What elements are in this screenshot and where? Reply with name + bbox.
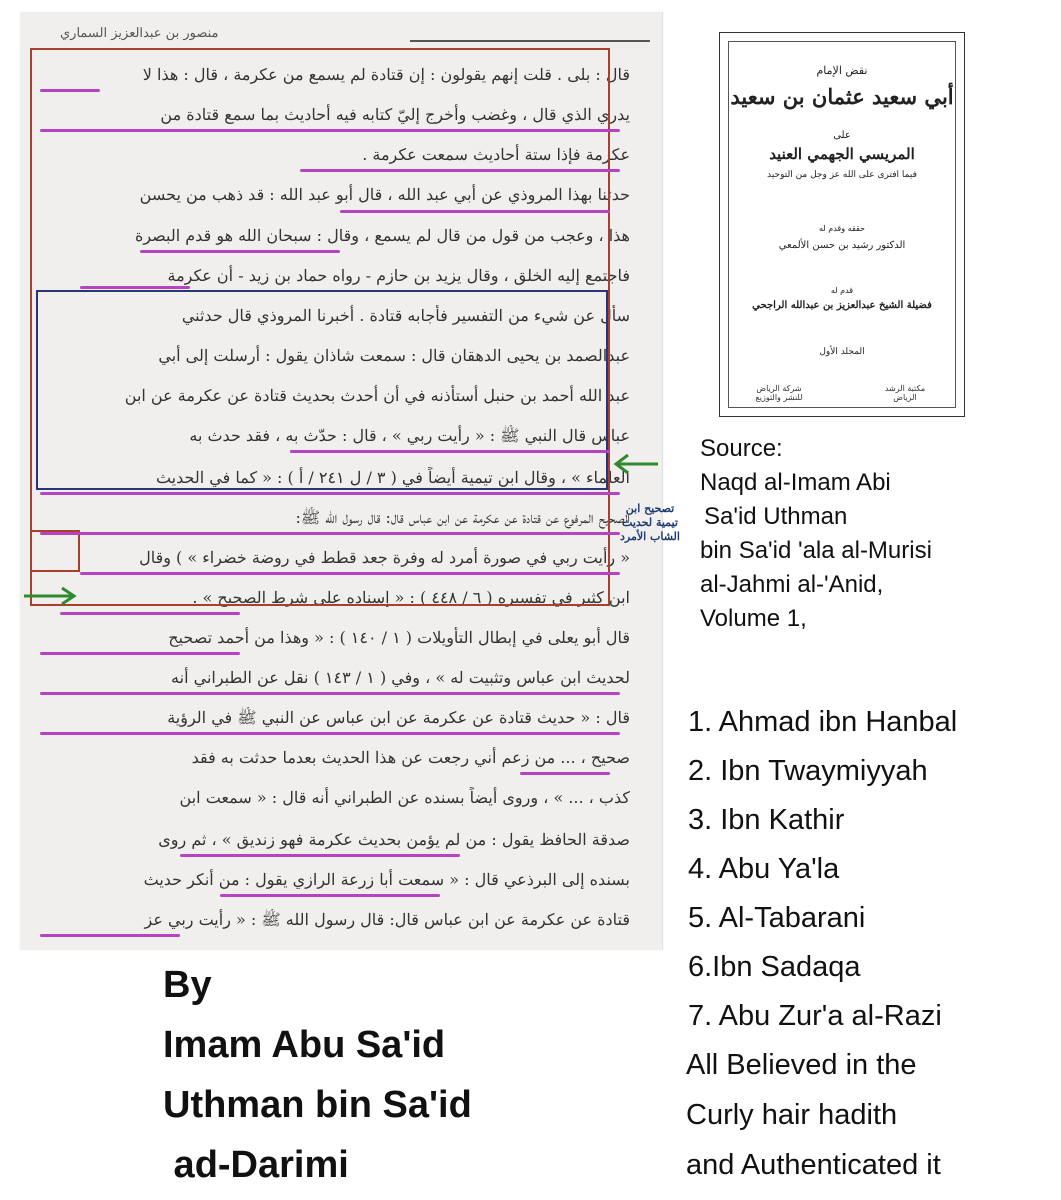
list-item: 3. Ibn Kathir: [688, 804, 845, 836]
underline: [140, 250, 340, 253]
page-header: منصور بن عبدالعزيز السماري: [60, 26, 219, 41]
arabic-text-line: صحيح ، ... من زعم أني رجعت عن هذا الحديث بعدما حدثت به فقد: [191, 748, 630, 767]
book-publisher-left: شركة الرياض للنشر والتوزيع: [755, 384, 803, 402]
arabic-text-line: بسنده إلى البرذعي قال : « سمعت أبا زرعة الرازي يقول : من أنكر حديث: [143, 870, 630, 889]
conclusion-line: Curly hair hadith: [686, 1099, 898, 1131]
scanned-page: [20, 12, 680, 950]
arabic-text-line: عكرمة فإذا ستة أحاديث سمعت عكرمة .: [362, 145, 630, 164]
arabic-text-line: قال أبو يعلى في إبطال التأويلات ( ١ / ١٤٠ ) : « وهذا من أحمد تصحيح: [168, 628, 630, 647]
book-title-main: أبي سعيد عثمان بن سعيد: [730, 84, 954, 109]
arabic-text-line: هذا ، وعجب من قول من قال لم يسمع ، وقال : سبحان الله هو قدم البصرة: [134, 226, 630, 245]
byline-line: ad-Darimi: [163, 1144, 349, 1186]
book-subtitle: فيما افترى على الله عز وجل من التوحيد: [767, 170, 917, 180]
list-item: 6.Ibn Sadaqa: [688, 951, 861, 983]
underline: [40, 129, 620, 132]
underline: [300, 169, 620, 172]
book-title-line: نقض الإمام: [816, 64, 868, 77]
arabic-text-line: قال : « حديث قتادة عن عكرمة عن ابن عباس عن النبي ﷺ في الرؤية: [167, 708, 630, 727]
arabic-text-line: يدري الذي قال ، وغضب وأخرج إليّ كتابه فيه أحاديث بما سمع قتادة من: [160, 105, 630, 124]
arabic-text-line: كذب ، ... » ، وروى أيضاً بسنده عن الطبراني أنه قال : « سمعت ابن: [179, 788, 630, 807]
byline-line: Imam Abu Sa'id: [163, 1024, 446, 1066]
arabic-text-line: العلماء » ، وقال ابن تيمية أيضاً في ( ٣ / ل ٢٤١ / أ ) : « كما في الحديث: [155, 468, 630, 487]
underline: [80, 286, 190, 289]
arabic-text-line: عبدالصمد بن يحيى الدهقان قال : سمعت شاذان يقول : أرسلت إلى أبي: [158, 346, 630, 365]
arabic-text-line: سأل عن شيء من التفسير فأجابه قتادة . أخبرنا المروذي قال حدثني: [181, 306, 630, 325]
arabic-text-line: قتادة عن عكرمة عن ابن عباس قال: قال رسول الله ﷺ : « رأيت ربي عز: [144, 910, 630, 929]
book-volume: المجلد الأول: [819, 347, 865, 357]
underline: [80, 572, 620, 575]
underline: [290, 450, 610, 453]
byline-line: Uthman bin Sa'id: [163, 1084, 472, 1126]
book-editor-label: حققه وقدم له: [819, 224, 865, 233]
underline: [40, 89, 100, 92]
author-byline: [163, 955, 472, 1195]
book-title-line: المريسي الجهمي العنيد: [769, 145, 915, 163]
list-item: 5. Al-Tabarani: [688, 902, 866, 934]
red-highlight-box-small: [30, 530, 80, 572]
list-item: 4. Abu Ya'la: [688, 853, 840, 885]
book-publisher-right: مكتبة الرشد الرياض: [884, 384, 926, 402]
green-arrow-right-icon: [22, 585, 82, 607]
conclusion-line: All Believed in the: [686, 1049, 917, 1081]
source-line: al-Jahmi al-'Anid,: [700, 571, 884, 598]
list-item: 2. Ibn Twaymiyyah: [688, 755, 928, 787]
arabic-text-line: الصحيح المرفوع عن قتادة عن عكرمة عن ابن عباس قال: قال رسول الله ﷺ:: [295, 508, 630, 527]
source-line: Naqd al-Imam Abi: [700, 469, 891, 496]
underline: [60, 612, 240, 615]
list-item: 7. Abu Zur'a al-Razi: [688, 1000, 942, 1032]
arabic-text-line: قال : بلى . قلت إنهم يقولون : إن قتادة لم يسمع من عكرمة ، قال : هذا لا: [142, 65, 630, 84]
arabic-text-line: عبد الله أحمد بن حنبل أستأذنه في أن أحدث بحديث قتادة عن عكرمة عن ابن: [124, 386, 630, 405]
scholar-list: [688, 698, 957, 1041]
source-text: [700, 432, 932, 636]
source-line: Volume 1,: [700, 605, 807, 632]
underline: [40, 934, 180, 937]
book-cover-frame: [728, 41, 956, 408]
arabic-text-line: حدثنا بهذا المروذي عن أبي عبد الله ، قال أبو عبد الله : قد ذهب من يحسن: [139, 185, 630, 204]
book-title-line: على: [833, 130, 851, 141]
underline: [40, 732, 620, 735]
underline: [340, 210, 610, 213]
side-note: تصحيح ابن تيمية لحديث الشاب الأمرد: [620, 502, 680, 543]
conclusion-line: and Authenticated it: [686, 1149, 941, 1181]
underline: [520, 772, 610, 775]
byline-line: By: [163, 964, 212, 1006]
source-line: Source:: [700, 435, 783, 462]
conclusion-text: [686, 1040, 941, 1190]
book-cover: [719, 32, 965, 417]
list-item: 1. Ahmad ibn Hanbal: [688, 706, 958, 738]
arabic-text-line: صدقة الحافظ يقول : من لم يؤمن بحديث عكرمة فهو زنديق » ، ثم روى: [158, 830, 630, 849]
source-line: bin Sa'id 'ala al-Murisi: [700, 537, 932, 564]
underline: [40, 492, 620, 495]
underline: [40, 692, 620, 695]
book-editor: الدكتور رشيد بن حسن الألمعي: [778, 240, 906, 251]
green-arrow-icon: [610, 452, 660, 476]
underline: [40, 652, 240, 655]
header-rule: [410, 40, 650, 42]
book-intro-by: فضيلة الشيخ عبدالعزيز بن عبدالله الراجحي: [752, 300, 932, 311]
arabic-text-line: « رأيت ربي في صورة أمرد له وفرة جعد قطط في روضة خضراء » ) وقال: [139, 548, 630, 567]
blue-highlight-box: [36, 290, 608, 490]
underline: [40, 532, 620, 535]
book-intro-label: قدم له: [830, 286, 854, 295]
arabic-text-line: لحديث ابن عباس وتثبيت له » ، وفي ( ١ / ١٤٣ ) نقل عن الطبراني أنه: [171, 668, 630, 687]
arabic-text-line: ابن كثير في تفسيره ( ٦ / ٤٤٨ ) : « إسناده على شرط الصحيح » .: [192, 588, 630, 607]
underline: [220, 894, 440, 897]
arabic-text-line: فاجتمع إليه الخلق ، وقال يزيد بن حازم - رواه حماد بن زيد - أن عكرمة: [167, 266, 630, 285]
underline: [180, 854, 460, 857]
source-line: Sa'id Uthman: [704, 503, 848, 530]
arabic-text-line: عباس قال النبي ﷺ : « رأيت ربي » ، قال : حدّث به ، فقد حدث به: [189, 426, 630, 445]
